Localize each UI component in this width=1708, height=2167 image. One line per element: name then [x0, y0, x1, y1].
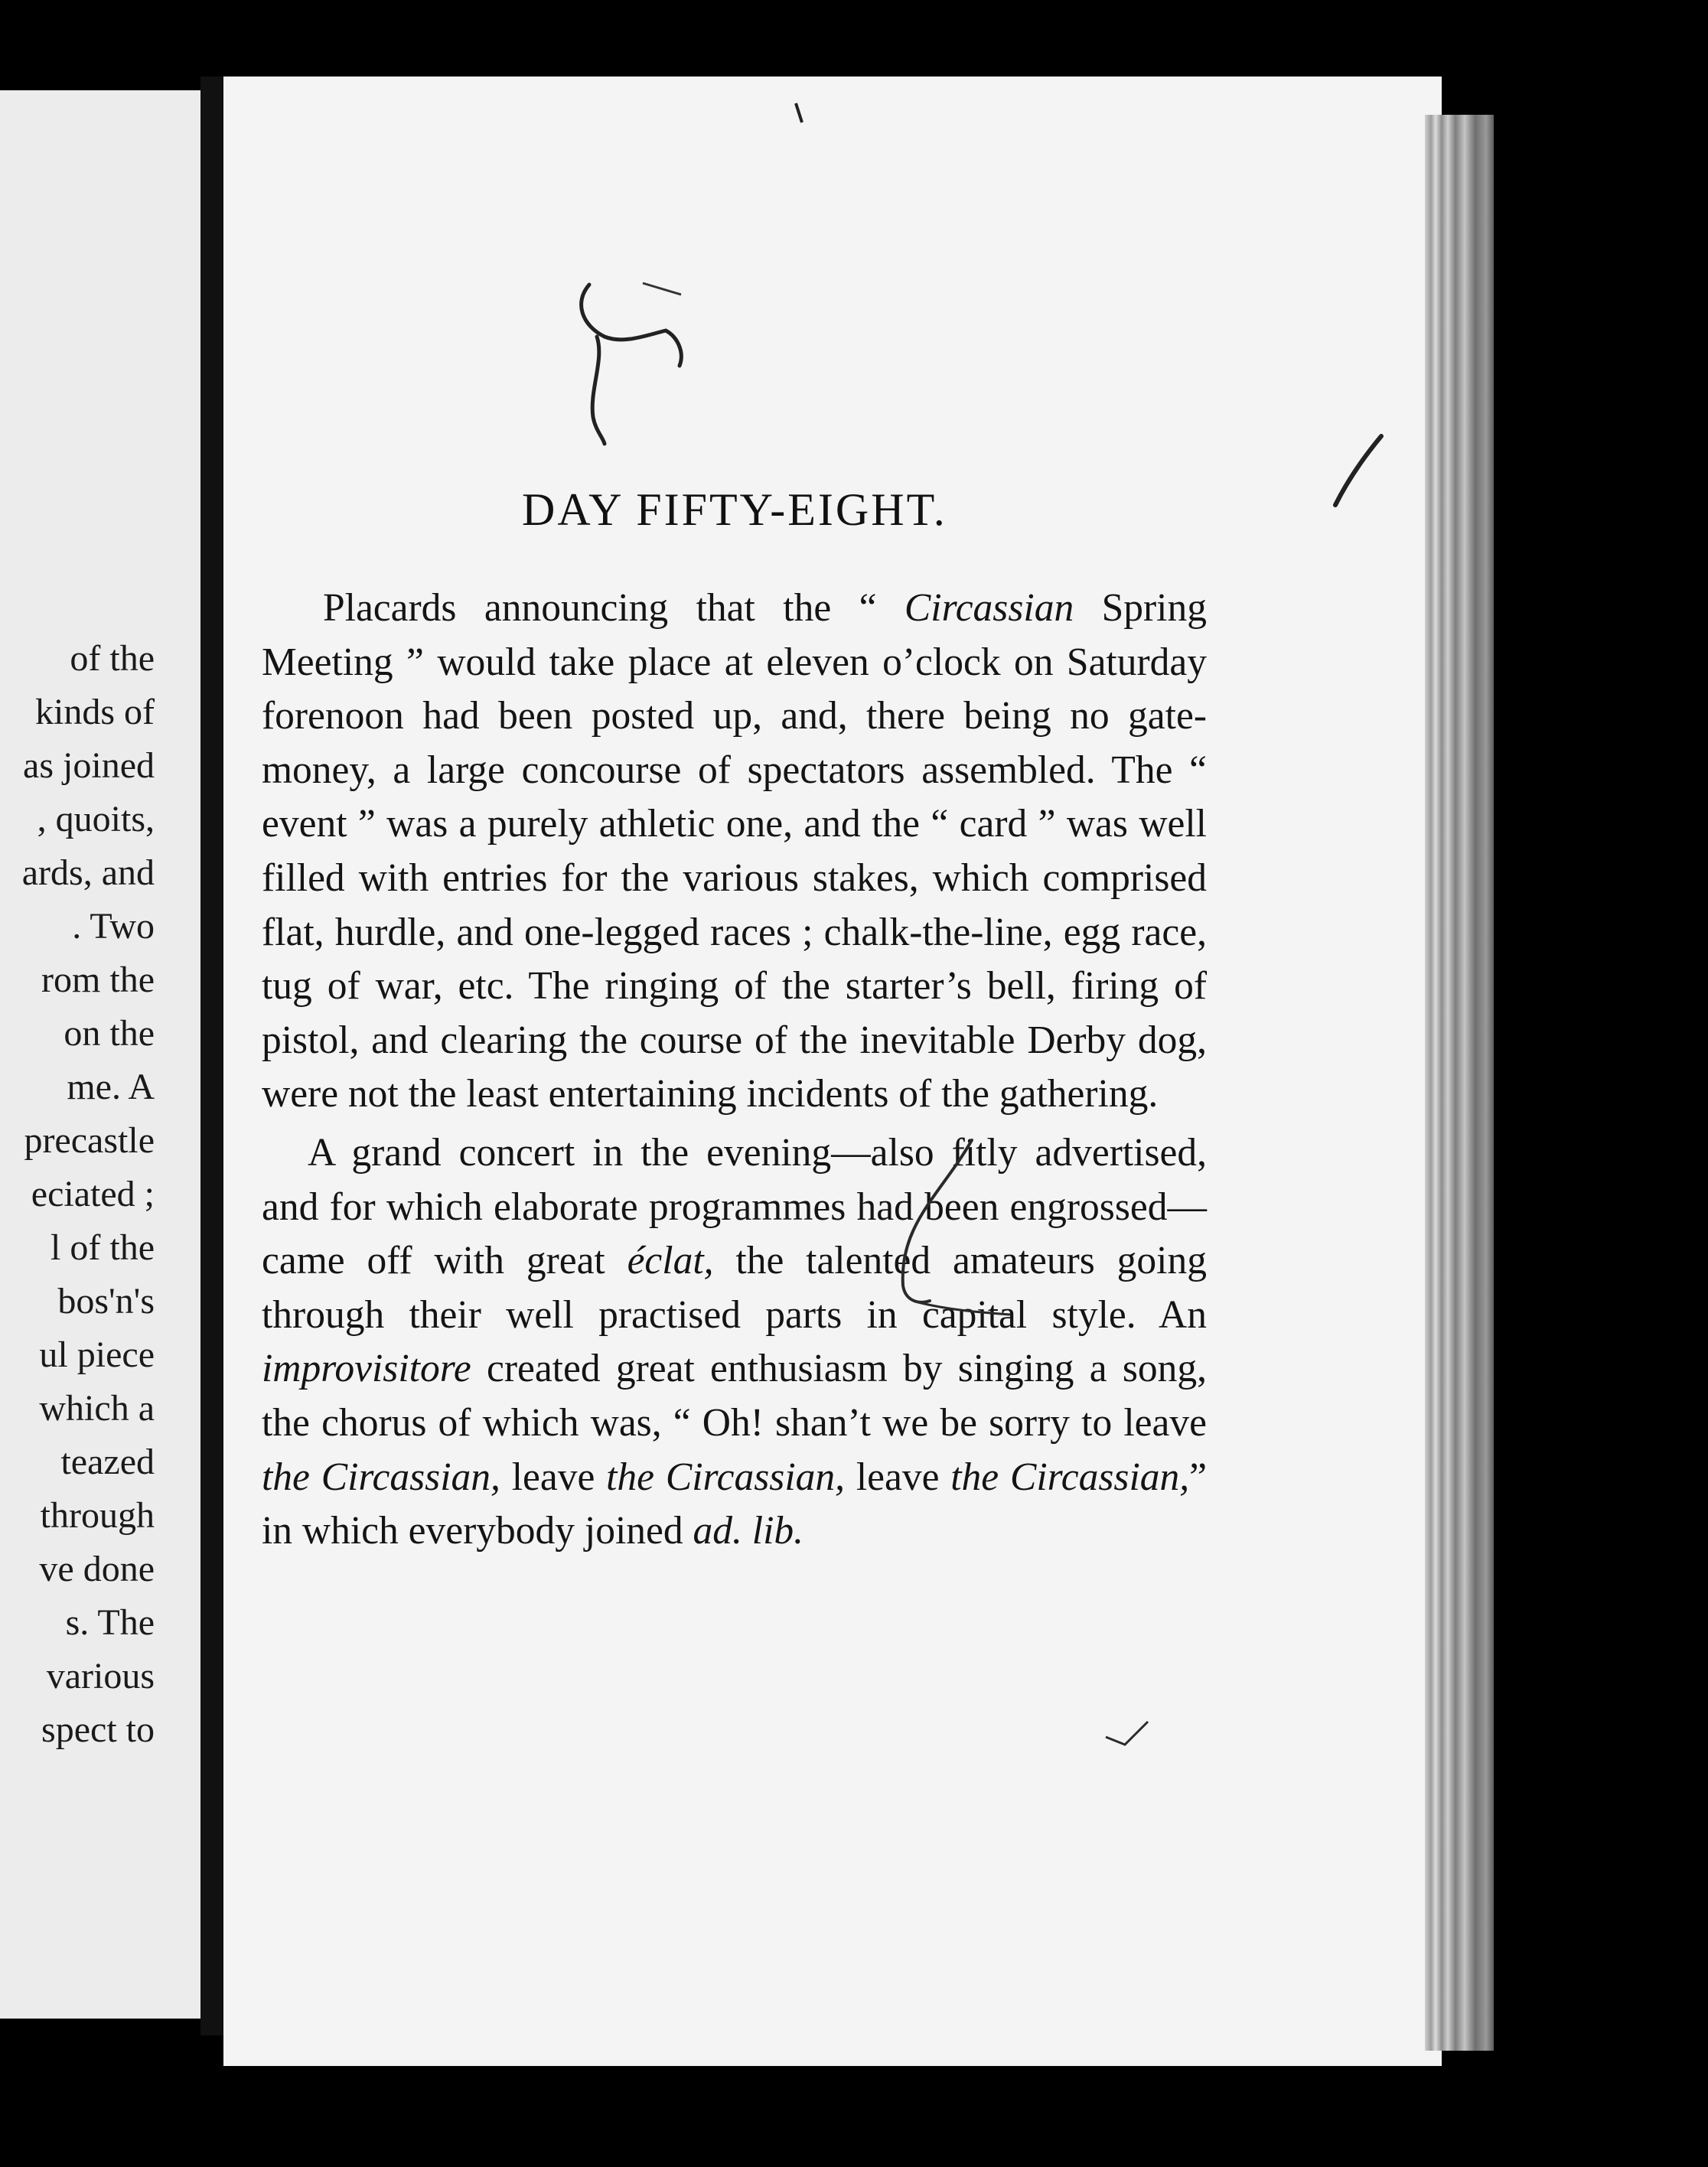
body-text	[262, 582, 1207, 1559]
left-line: ul piece	[39, 1334, 155, 1375]
left-line: of the	[70, 638, 155, 679]
left-line: spect to	[41, 1709, 155, 1750]
left-line: bos'n's	[57, 1281, 155, 1321]
italic-text: the Circassian,	[950, 1455, 1190, 1499]
italic-text: improvisitore	[262, 1347, 471, 1391]
paragraph-concert	[262, 1126, 1207, 1559]
left-line: on the	[64, 1013, 155, 1054]
book-gutter	[200, 77, 223, 2035]
left-line: l of the	[51, 1227, 155, 1268]
text-run: A grand concert in the evening—also fitly advertised, and for which elaborate programmes had been engrossed—came off with great	[262, 1130, 1207, 1283]
paragraph-sports-day	[262, 582, 1207, 1122]
chapter-heading: DAY FIFTY-EIGHT.	[522, 484, 947, 535]
italic-text: éclat,	[627, 1239, 714, 1283]
left-line: . Two	[72, 906, 155, 947]
left-line: , quoits,	[37, 799, 155, 839]
left-line: through	[40, 1495, 155, 1536]
left-line: me. A	[67, 1067, 155, 1107]
left-line: ards, and	[21, 852, 155, 893]
left-line: teazed	[60, 1442, 155, 1482]
italic-text: Circassian	[904, 586, 1074, 630]
text-run: created great enthusiasm by singing a song, the chorus of which was, “ Oh! shan’t we be sorry to leave	[262, 1347, 1207, 1445]
italic-text: ad. lib.	[693, 1509, 804, 1553]
left-line: which a	[39, 1388, 155, 1429]
left-line: ve done	[39, 1549, 155, 1589]
left-page	[0, 90, 200, 2019]
text-run: leave	[845, 1455, 951, 1499]
text-run: leave	[500, 1455, 607, 1499]
italic-text: the Circassian,	[606, 1455, 846, 1499]
left-line: kinds of	[35, 692, 155, 732]
text-run: the talented amateurs going through their well practised parts in capital style. An	[262, 1239, 1207, 1337]
text-run: Placards announcing that the “	[323, 586, 905, 630]
left-line: eciated ;	[31, 1174, 155, 1214]
left-line: as joined	[23, 745, 155, 786]
left-line: rom the	[41, 960, 155, 1000]
left-line: various	[46, 1656, 155, 1696]
text-run: ” in which everybody joined	[262, 1455, 1207, 1553]
page-edge	[1425, 115, 1494, 2051]
italic-text: the Circassian,	[262, 1455, 500, 1499]
left-line: s. The	[65, 1602, 155, 1643]
text-run: Spring Meeting ” would take place at eleven o’clock on Saturday forenoon had been posted up, and, there being no gate-money, a large concourse of spectators assembled. The “ event ” was a purely athletic one, and the “ card ” was well filled with entries for the various stakes, which comprised flat, hurdle, and one-legged races ; chalk-the-line, egg race, tug of war, etc. The ringing of the starter’s bell, firing of pistol, and clearing the course of the inevitable Derby dog, were not the least entertaining incidents of the gathering.	[262, 586, 1207, 1116]
left-line: precastle	[24, 1120, 155, 1161]
